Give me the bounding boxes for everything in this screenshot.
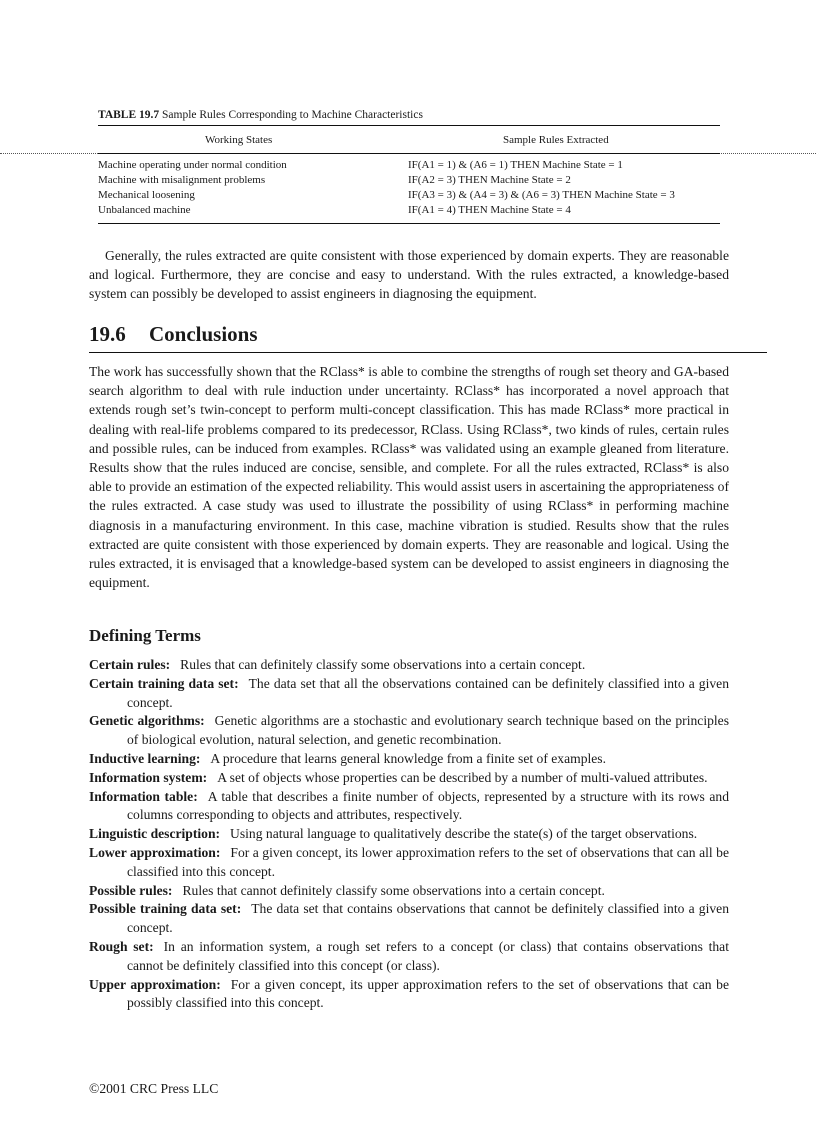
definition-text: Genetic algorithms are a stochastic and evolutionary search technique based on the principles of biological evolution, natural selection, and genetic recombination. <box>127 713 729 748</box>
table-caption-text: Sample Rules Corresponding to Machine Characteristics <box>162 109 423 121</box>
table-cell: IF(A1 = 1) & (A6 = 1) THEN Machine State = 1 <box>408 159 623 171</box>
definition-text: For a given concept, its upper approximation refers to the set of observations that can be possibly classified into this concept. <box>127 976 729 1011</box>
definition-text: Rules that can definitely classify some observations into a certain concept. <box>180 657 586 672</box>
definition-term: Linguistic description: <box>89 826 221 842</box>
copyright-footer: ©2001 CRC Press LLC <box>89 1081 219 1096</box>
definition-text: In an information system, a rough set refers to a concept (or class) that contains observations that cannot be definitely classified into this concept (or class). <box>127 938 729 973</box>
definition-term: Genetic algorithms: <box>89 713 205 729</box>
definition-item <box>89 750 729 769</box>
definition-term: Possible rules: <box>89 882 173 898</box>
definition-item <box>89 712 729 750</box>
conclusions-paragraph: The work has successfully shown that the RClass* is able to combine the strengths of rough set theory and GA-based search algorithm to deal with rule induction under uncertainty. RClass* has incorporated a novel approach that extends rough set’s twin-concept to perform multi-concept classification. This has made RClass* more practical in dealing with real-life problems compared to its predecessor, RClass. Using RClass*, two kinds of rules, certain rules and possible rules, can be induced from examples. RClass* was validated using an example gleaned from literature. Results show that the rules induced are concise, sensible, and complete. For all the rules extracted, RClass* is also able to provide an estimation of the expected reliability. This would assist users in ascertaining the appropriateness of the rules extracted. A case study was used to illustrate the possibility of using RClass* in performing machine diagnosis in a manufacturing environment. In this case, machine vibration is studied. Results show that the rules extracted are quite consistent with those experienced by domain experts. They are reasonable and logical. Using the rules extracted, it is envisaged that a knowledge-based system can be developed to assist engineers in diagnosing the equipment. <box>89 364 729 591</box>
table-cell: Mechanical loosening <box>98 189 195 201</box>
table-cell: IF(A3 = 3) & (A4 = 3) & (A6 = 3) THEN Machine State = 3 <box>408 189 675 201</box>
table-cell: IF(A2 = 3) THEN Machine State = 2 <box>408 174 571 186</box>
definition-item <box>89 844 729 882</box>
section-rule <box>89 352 767 353</box>
defining-terms-heading: Defining Terms <box>89 626 201 645</box>
table-header-working-states: Working States <box>205 134 273 146</box>
definition-item <box>89 656 729 675</box>
definition-item <box>89 675 729 713</box>
table-header-sample-rules: Sample Rules Extracted <box>503 134 609 146</box>
definition-text: The data set that contains observations that cannot be definitely classified into a given concept. <box>127 901 729 936</box>
definition-term: Information system: <box>89 769 208 785</box>
section-number: 19.6 <box>89 322 126 346</box>
table-cell: Unbalanced machine <box>98 204 191 216</box>
definition-item <box>89 788 729 826</box>
definition-term: Upper approximation: <box>89 976 221 992</box>
table-cell: Machine with misalignment problems <box>98 174 266 186</box>
definition-item <box>89 900 729 938</box>
definition-term: Rough set: <box>89 938 154 954</box>
defining-terms-list <box>89 656 729 1013</box>
table-bottom-rule <box>98 223 720 224</box>
definition-term: Lower approximation: <box>89 844 221 860</box>
definition-text: A set of objects whose properties can be described by a number of multi-valued attributes. <box>217 769 708 785</box>
table-caption <box>98 108 720 122</box>
table-header-rule <box>98 153 720 154</box>
definition-item <box>89 976 729 1014</box>
definition-text: Using natural language to qualitatively describe the state(s) of the target observations. <box>230 826 698 842</box>
section-heading <box>89 322 258 347</box>
definition-text: A procedure that learns general knowledge from a finite set of examples. <box>210 750 606 766</box>
definition-item <box>89 938 729 976</box>
definition-text: A table that describes a finite number of objects, represented by a structure with its rows and columns corresponding to objects and attributes, respectively. <box>127 788 730 823</box>
definition-term: Certain rules: <box>89 657 171 672</box>
table-top-rule <box>98 125 720 126</box>
definition-text: Rules that cannot definitely classify some observations into a certain concept. <box>182 882 605 898</box>
table-cell: IF(A1 = 4) THEN Machine State = 4 <box>408 204 571 216</box>
section-title: Conclusions <box>149 322 258 346</box>
definition-text: The data set that all the observations contained can be definitely classified into a given concept. <box>127 675 729 710</box>
table-caption-label: TABLE 19.7 <box>98 109 160 121</box>
table-cell: Machine operating under normal condition <box>98 159 287 171</box>
definition-term: Possible training data set: <box>89 901 242 917</box>
definition-item <box>89 769 729 788</box>
definition-text: For a given concept, its lower approximation refers to the set of observations that can all be classified into this concept. <box>127 844 730 879</box>
definition-term: Certain training data set: <box>89 675 239 691</box>
body-paragraph: Generally, the rules extracted are quite consistent with those experienced by domain experts. They are reasonable and logical. Furthermore, they are concise and easy to understand. With the rules extracted, a knowledge-based system can possibly be developed to assist engineers in diagnosing the equipment. <box>89 248 729 302</box>
definition-term: Inductive learning: <box>89 750 201 766</box>
definition-term: Information table: <box>89 788 198 804</box>
definition-item <box>89 825 729 844</box>
definition-item <box>89 882 729 901</box>
